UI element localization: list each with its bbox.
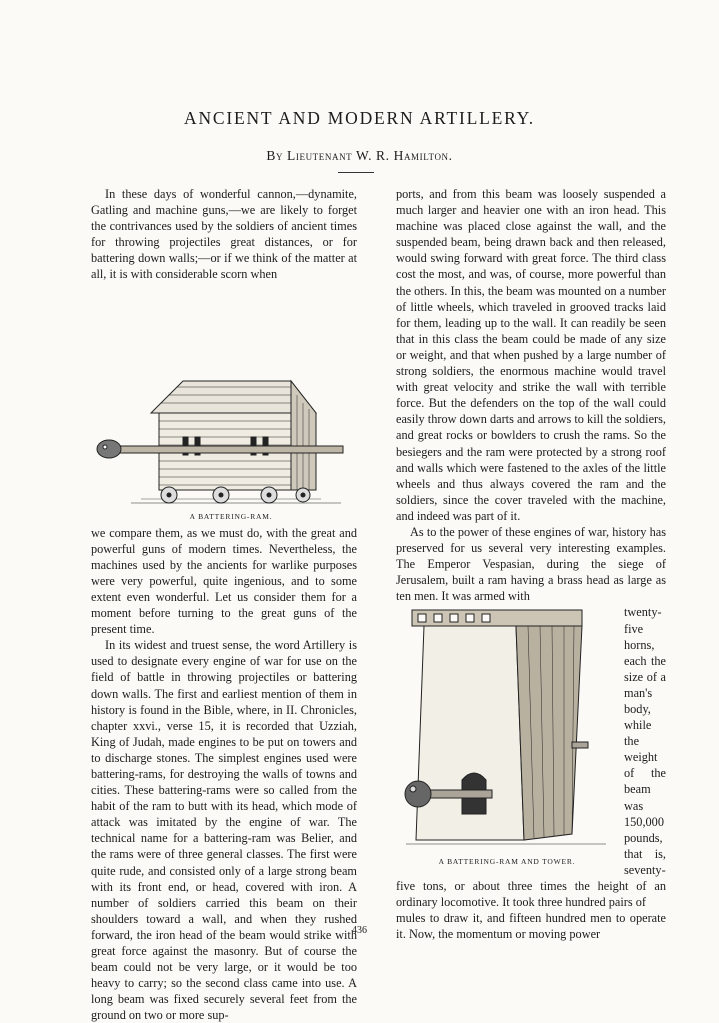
figure-battering-ram bbox=[91, 285, 357, 525]
paragraph-artillery: In its widest and truest sense, the word Artillery is used to designate every engine of war for use on the field of battle in throwing projectiles or battering down walls. The first and earliest mention of them in history is found in the Bible, where, in II. Chronicles, chapter xxvi., verse 15, it is recorded that Uzziah, King of Judah, made engines to be put on towers and to discharge stones. The simplest engines used were battering-rams, for destroying the walls of towns and cities. These battering-rams were so called from the habit of the ram to butt with its head, which mode of attack was imitated by the engine of war. The technical name for a battering-ram was Belier, and the rams were of three general classes. The first were quite rude, and consisted only of a large strong beam with its front end, or head, covered with iron. A number of soldiers carried this beam on their shoulders toward a wall, and when they rushed forward, the iron head of the beam would strike with great force against the masonry. But of course the beam could not be very large, or it would be too heavy to carry; so the second class came into use. A long beam was fixed securely several feet from the ground on two or more sup- bbox=[91, 638, 357, 1023]
figure-battering-ram-tower bbox=[396, 604, 618, 866]
paragraph-vespasian-end: mules to draw it, and fifteen hundred men to operate it. Now, the momentum or moving power bbox=[396, 911, 666, 942]
paragraph-vespasian-intro: As to the power of these engines of war, history has preserved for us several very interesting examples. The Emperor Vespasian, during the siege of Jerusalem, built a ram having a brass head as large as ten men. It was armed with bbox=[396, 524, 666, 604]
battering-ram-illustration bbox=[91, 285, 357, 509]
figure-caption: A BATTERING-RAM. bbox=[189, 511, 273, 521]
article-title: ANCIENT AND MODERN ARTILLERY. bbox=[184, 108, 535, 128]
battering-ram-tower-illustration bbox=[396, 604, 618, 854]
paragraph-intro-start: In these days of wonderful cannon,—dynamite, Gatling and machine guns,—we are likely to forget the contrivances used by the soldiers of ancient times for throwing projectiles great distances, or for battering down walls;—or if we think of the matter at all, it is with considerable scorn when bbox=[91, 187, 357, 282]
right-column bbox=[396, 186, 666, 942]
wrapped-text-block bbox=[396, 604, 666, 910]
title-rule bbox=[338, 172, 374, 173]
left-column bbox=[91, 186, 357, 1023]
paragraph-rams-continued: ports, and from this beam was loosely suspended a much larger and heavier one with an iron head. This machine was placed close against the wall, and the suspended beam, being drawn back and then released, would swing forward with great force. The third class cost the most, and was, of course, more powerful than the others. In this, the beam was mounted on a number of little wheels, which traveled in grooved tracks laid for them, leading up to the wall. It can readily be seen that in this class the beam could be made of any size or weight, and that when pushed by a large number of strong soldiers, the enormous machine would travel with great velocity and strike the wall with terrible force. But the defenders on the top of the wall could easily throw down darts and arrows to kill the soldiers, and great rocks or bowlders to crush the rams. So the besiegers and the ram were protected by a strong roof and walls which were fastened to the axles of the little wheels and thus always covered the ram and the soldiers, since the cover traveled with the machine, and indeed was part of it. bbox=[396, 187, 666, 523]
paragraph-vespasian-wrapped: twenty-five horns, each the size of a man's body, while the weight of the beam was 150,000 pounds, that is, seventy-five tons, or about three times the height of an ordinary locomotive. It took three hundred pairs of bbox=[396, 605, 666, 910]
page-number: 436 bbox=[352, 925, 367, 936]
figure-caption: A BATTERING-RAM AND TOWER. bbox=[438, 857, 576, 867]
article-byline: By Lieutenant W. R. Hamilton. bbox=[266, 148, 453, 163]
paragraph-intro-end: we compare them, as we must do, with the great and powerful guns of modern times. Nevertheless, the machines used by the ancients for warlike purposes were very powerful, quite ingenious, and to some extent even wonderful. Let us consider them for a moment before turning to the great guns of the present time. bbox=[91, 525, 357, 637]
